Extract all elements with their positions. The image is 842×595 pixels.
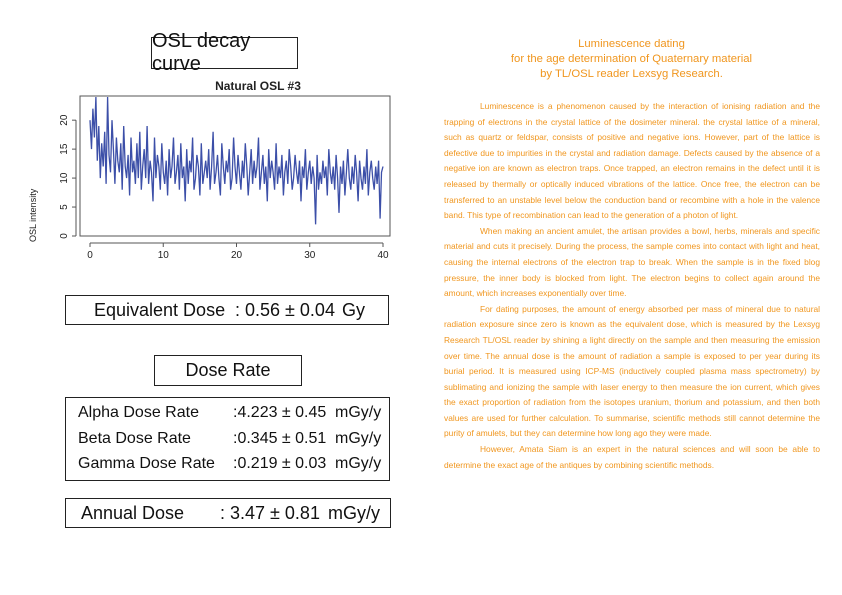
y-tick-label: 15 xyxy=(59,143,70,155)
dose-rate-label: Beta Dose Rate xyxy=(78,430,191,447)
article-title xyxy=(440,37,823,82)
gamma-dose-rate-row xyxy=(78,455,388,477)
dose-rate-unit: mGy/y xyxy=(335,430,382,447)
dose-rate-title-box xyxy=(154,355,302,386)
y-tick-label: 0 xyxy=(59,233,70,239)
dose-rate-unit: mGy/y xyxy=(335,455,382,472)
annual-dose-box xyxy=(65,498,391,528)
beta-dose-rate-row xyxy=(78,430,388,452)
article-body xyxy=(444,99,820,473)
equivalent-dose-value: : 0.56 ± 0.04 xyxy=(235,299,335,320)
x-tick-label: 20 xyxy=(230,250,243,261)
y-tick-label: 10 xyxy=(59,172,70,184)
dose-rate-unit: mGy/y xyxy=(335,404,382,421)
article-title-line: for the age determination of Quaternary material xyxy=(510,53,753,65)
osl-series-line xyxy=(90,97,383,224)
equivalent-dose-unit: Gy xyxy=(342,299,366,320)
equivalent-dose-label: Equivalent Dose xyxy=(94,299,226,320)
dose-rate-label: Gamma Dose Rate xyxy=(78,455,215,472)
article-paragraph: For dating purposes, the amount of energy absorbed per mass of mineral due to natural radiation exposure since zero is known as the equivalent dose, which is measured by the Lexsyg Research TL/OSL reader by shining a light directly on the sample and then measuring the emission over time. The annual dose is the amount of radiation a sample is exposed to per year during its burial period. It is measured using ICP-MS (inductively coupled plasma mass spectrometry) by sublimating and ionizing the sample with laser energy to then measure the ion current, which gives the exact proportion of radiation from the isotopes uranium, thorium and potassium, and then both values are used for further calculation. To summarise, scientific methods still cannot determine the purity of amulets, but they can determine how long ago they were made. xyxy=(444,303,820,439)
x-tick-label: 40 xyxy=(377,250,389,261)
annual-dose-label: Annual Dose xyxy=(81,503,185,523)
dose-rate-value: :0.219 ± 0.03 xyxy=(233,455,327,472)
x-tick-label: 0 xyxy=(87,250,93,261)
chart-heading: OSL decay curve xyxy=(152,30,251,75)
equivalent-dose-box xyxy=(65,295,389,325)
dose-rate-label: Alpha Dose Rate xyxy=(78,404,199,421)
y-tick-label: 20 xyxy=(59,114,70,126)
alpha-dose-rate-row xyxy=(78,404,388,426)
x-tick-label: 10 xyxy=(157,250,169,261)
x-tick-label: 30 xyxy=(304,250,316,261)
article-paragraph: When making an ancient amulet, the artisan provides a bowl, herbs, minerals and specific material and cuts it precisely. During the process, the sample comes into contact with light and heat, causing the internal electrons of the electron trap to break. When the sample is in the fixed blog pressure, the inner body is blocked from light. The electron begins to collect again around the amount, which increases exponentially over time. xyxy=(444,225,820,299)
y-axis-label: OSL intensity xyxy=(28,188,38,242)
dose-rates-box xyxy=(65,397,390,481)
article-paragraph: Luminescence is a phenomenon caused by the interaction of ionising radiation and the trapping of electrons in the crystal lattice of the dosimeter mineral. the crystal lattice of a mineral, such as quartz or feldspar, consists of positive and negative ions. However, part of the lattice is defective due to impurities in the crystal and radiation damage. Defects caused by the absence of a negative ion are known as electron traps. Once trapped, an electron remains in the defect until it is released by thermally or optically induced vibrations of the lattice. Once free, the electron can be transferred to an unstable level below the conduction band or recombine with a hole in the valence band. This type of recombination can lead to the generation of a photon of light. xyxy=(444,101,820,221)
dose-rate-title: Dose Rate xyxy=(185,360,271,380)
dose-rate-value: :0.345 ± 0.51 xyxy=(233,430,327,447)
dose-rate-value: :4.223 ± 0.45 xyxy=(233,404,327,421)
chart-title-box xyxy=(151,30,298,75)
annual-dose-unit: mGy/y xyxy=(328,503,380,523)
annual-dose-value: : 3.47 ± 0.81 xyxy=(220,503,320,523)
y-tick-label: 5 xyxy=(59,204,70,210)
article-title-line: by TL/OSL reader Lexsyg Research. xyxy=(540,68,723,80)
article-paragraph: However, Amata Siam is an expert in the natural sciences and will soon be able to determine the exact age of the antiques by combining scientific methods. xyxy=(444,444,820,470)
article-title-line: Luminescence dating xyxy=(578,38,685,50)
osl-decay-chart xyxy=(22,74,394,264)
chart-title: Natural OSL #3 xyxy=(215,79,301,93)
